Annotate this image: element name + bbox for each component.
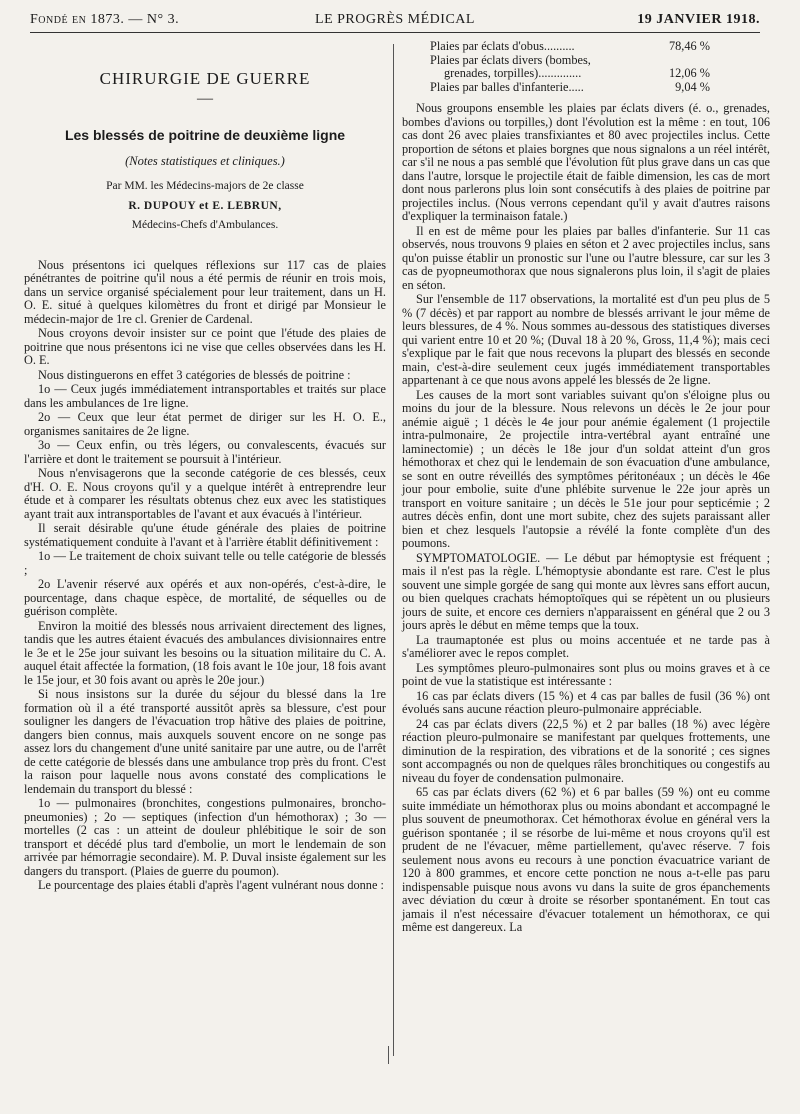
paragraph: Le pourcentage des plaies établi d'après l'agent vulnérant nous donne : xyxy=(38,878,384,892)
paragraph: 1o — Le traitement de choix suivant telle ou telle catégorie de blessés ; xyxy=(24,549,386,577)
paragraph: La traumaptonée est plus ou moins accentuée et ne tarde pas à s'améliorer avec le repos complet. xyxy=(402,632,770,660)
list-item xyxy=(402,67,770,81)
header-journal-title: LE PROGRÈS MÉDICAL xyxy=(315,12,475,27)
list-item xyxy=(402,40,770,54)
page-header xyxy=(30,10,760,33)
wound-percentage-list xyxy=(402,40,770,94)
list-item xyxy=(402,54,770,68)
paragraph: Il en est de même pour les plaies par balles d'infanterie. Sur 11 cas observés, nous trouvons 9 plaies en séton et 2 avec projectiles inclus, sans qu'on puisse établir un pronostic sur l'une ou l'autre blessure, car sur les 3 cas de pyopneumothorax que nous signalerons plus loin, il s'agit de plaies en séton. xyxy=(402,223,770,292)
list-item-label: Plaies par éclats d'obus.......... xyxy=(430,39,575,53)
article-subtitle: (Notes statistiques et cliniques.) xyxy=(125,153,285,168)
list-item-label: grenades, torpilles).............. xyxy=(444,66,582,80)
list-item-label: Plaies par éclats divers (bombes, xyxy=(430,52,591,67)
left-column xyxy=(24,40,386,893)
affiliation: Médecins-Chefs d'Ambulances. xyxy=(131,219,279,231)
list-item-label: Plaies par balles d'infanterie..... xyxy=(430,79,584,94)
paragraph: Nous distinguerons en effet 3 catégories de blessés de poitrine : xyxy=(38,367,351,382)
paragraph: Environ la moitié des blessés nous arrivaient directement des lignes, tandis que les autres étaient évacués des ambulances divisionnaires entre le 3e et le 25e jour suivant les besoins ou la situation militaire du C. A. auquel était affectée la formation, (18 fois avant le 10e jour, 18 fois avant le 15e jour, et 30 fois avant ou après le 20e jour.) xyxy=(24,618,386,687)
paragraph: SYMPTOMATOLOGIE. — Le début par hémoptysie est fréquent ; mais il n'est pas la règle. L'hémoptysie abondante est rare. C'est le plus souvent une simple gorgée de sang qui monte aux lèvres sans effort aucun, ou bien quelques crachats hémoptoïques qui se répètent un ou plusieurs jours de suite, et encore ces derniers n'apparaissent en général que 2 ou 3 jours après le début en même temps que la toux. xyxy=(402,550,770,632)
byline: Par MM. les Médecins-majors de 2e classe xyxy=(106,180,304,192)
paragraph: 16 cas par éclats divers (15 %) et 4 cas par balles de fusil (36 %) ont évolués sans aucune réaction pleuro-pulmonaire appréciable. xyxy=(402,688,770,716)
header-date: 19 JANVIER 1918. xyxy=(637,12,760,27)
section-dash: — xyxy=(197,89,213,107)
article-title: Les blessés de poitrine de deuxième ligne xyxy=(64,127,346,143)
paragraph: 24 cas par éclats divers (22,5 %) et 2 par balles (18 %) avec légère réaction pleuro-pulmonaire se manifestant par quelques frottements, une diminution de la respiration, des vibrations et de la sonorité ; ces signes sont accompagnés ou non de quelques râles bronchitiques ou congestifs au niveau du foyer de condensation pulmonaire. xyxy=(402,716,770,785)
paragraph: 2o — Ceux que leur état permet de diriger sur les H. O. E., organismes sanitaires de 2e ligne. xyxy=(24,410,386,438)
paragraph: 2o L'avenir réservé aux opérés et aux non-opérés, c'est-à-dire, le pourcentage, dans chaque espèce, de mortalité, de séquelles ou de guérison complète. xyxy=(24,577,386,618)
paragraph: 1o — pulmonaires (bronchites, congestions pulmonaires, broncho-pneumonies) ; 2o — septiques (infection d'un hémothorax) ; 3o — mortelles (2 cas : un atteint de douleur phlébitique le soir de son transport et décédé plus tard d'embolie, un mort le lendemain de son arrivée par hémorragie secondaire). M. P. Duval insiste également sur les dangers du transport. (Plaies de guerre du poumon). xyxy=(24,796,386,878)
paragraph: Nous n'envisagerons que la seconde catégorie de ces blessés, ceux d'H. O. E. Nous croyons qu'il y a quelque intérêt à entreprendre leur étude et à comparer les résultats obtenus chez eux avec les statistiques ayant trait aux intransportables de l'avant et aux évacués à l'intérieur. xyxy=(24,466,386,521)
paragraph: Sur l'ensemble de 117 observations, la mortalité est d'un peu plus de 5 % (7 décès) et par rapport au nombre de blessés arrivant le jour même de leurs blessures, de 4 %. Nous sommes au-dessous des statistiques diverses qui varient entre 10 et 20 %; (Duval 18 à 20 %, Gross, 11,4 %); mais ceci s'explique par le fait que nous recevons la plupart des blessés en seconde main, c'est-à-dire seulement ceux jugés immédiatement transportables appartenant à ce que nous avons appelé les blessés de 2e ligne. xyxy=(402,292,770,387)
list-item-value: 78,46 % xyxy=(669,39,710,53)
paragraph: 65 cas par éclats divers (62 %) et 6 par balles (59 %) ont eu comme suite immédiate un hémothorax plus ou moins abondant et accompagné le plus souvent de pneumothorax. Cet hémothorax évolue en général vers la guérison spontanée ; il se résorbe de lui-même et nous croyons qu'il est prudent de ne l'évacuer, même partiellement, qu'avec réserve. 7 fois seulement nous avons eu recours à une ponction évacuatrice variant de 120 à 800 grammes, et encore cette ponction ne nous a-t-elle pas paru indispensable puisque nous avons vu dans la suite de gros épanchements avec déviation du cœur à droite se résorber spontanément. En tout cas jamais il n'est nécessaire d'évacuer totalement un hémothorax, ce qui même est dangereux. La xyxy=(402,785,770,934)
paragraph: Il serait désirable qu'une étude générale des plaies de poitrine systématiquement conduite à l'avant et à l'arrière établit définitivement : xyxy=(24,521,386,549)
column-divider xyxy=(393,44,394,1056)
paragraph: Nous croyons devoir insister sur ce point que l'étude des plaies de poitrine que nous présentons ici ne vise que celles observées dans les H. O. E. xyxy=(24,326,386,367)
authors: R. DUPOUY et E. LEBRUN, xyxy=(128,199,282,212)
paragraph: Nous présentons ici quelques réflexions sur 117 cas de plaies pénétrantes de poitrine qu'il nous a été permis de réunir en trois mois, dans un service organisé spécialement pour leur traitement, dans un H. O. E. situé à quelques kilomètres du front et dirigé par Monsieur le médecin-major de 1re cl. Grenier de Cardenal. xyxy=(24,257,386,326)
list-item-value: 9,04 % xyxy=(675,79,710,94)
list-item-value: 12,06 % xyxy=(669,66,710,80)
list-item xyxy=(402,81,770,95)
margin-rule xyxy=(388,1046,389,1064)
paragraph: Si nous insistons sur la durée du séjour du blessé dans la 1re formation où il a été transporté aussitôt après sa blessure, c'est pour souligner les dangers de l'évacuation trop hâtive des plaies de poitrine, dangers bien connus, mais auxquels souvent encore on ne songe pas assez lors du changement d'une unité sanitaire par une autre, ou de l'arrêt de cette catégorie de blessés dans une ambulance trop près du front. C'est la raison pour laquelle nous avons constaté des complications le lendemain du transport du blessé : xyxy=(24,687,386,796)
paragraph: Les symptômes pleuro-pulmonaires sont plus ou moins graves et à ce point de vue la statistique est intéressante : xyxy=(402,660,770,688)
paragraph: 1o — Ceux jugés immédiatement intransportables et traités sur place dans les ambulances de 1re ligne. xyxy=(24,382,386,410)
paragraph: 3o — Ceux enfin, ou très légers, ou convalescents, évacués sur l'arrière et dont le traitement se poursuit à l'intérieur. xyxy=(24,438,386,466)
section-title: CHIRURGIE DE GUERRE xyxy=(99,69,311,88)
right-column xyxy=(402,40,770,935)
paragraph: Nous groupons ensemble les plaies par éclats divers (é. o., grenades, bombes d'avions ou torpilles,) dont l'évolution est la même : en tout, 106 cas dont 26 avec plaies transfixiantes et 80 avec projectiles inclus. Cette proportion de sétons et plaies borgnes que nous signalons a un réel intérêt, car s'il ne nous a pas semblé que l'évolution fût plus grave dans un cas que dans l'autre, lorsque le projectile était de faible dimension, les cas de mort dont nous parlerons plus loin sont consécutifs à des plaies de poitrine par projectiles inclus. (Nous verrons cependant qu'il y avait d'autres raisons d'expliquer la terminaison fatale.) xyxy=(402,101,770,223)
paragraph: Les causes de la mort sont variables suivant qu'on s'éloigne plus ou moins du jour de la blessure. Nous relevons un décès le 2e jour pour anémie aiguë ; 1 décès le 4e jour pour anémie également (1 projectile intra-pulmonaire, 2e projectile intra-vertébral ayant entraîné une laminectomie) ; un décès le 18e jour d'un soldat atteint d'un gros hémothorax et chez qui le lendemain de son évacuation d'une ambulance, se sont en outre réveillés des symptômes péritonéaux ; un décès le 46e jour pour embolie, suite d'une phlébite survenue le 22e jour après un transport en voiture sanitaire ; un décès le 51e jour pour septicémie ; 2 autres décès enfin, dont une mort subite, chez des sujets paraissant aller bien et chez lesquels l'autopsie a révélé la fonte complète d'un des poumons. xyxy=(402,387,770,550)
header-founded: Fondé en 1873. — N° 3. xyxy=(30,12,180,27)
